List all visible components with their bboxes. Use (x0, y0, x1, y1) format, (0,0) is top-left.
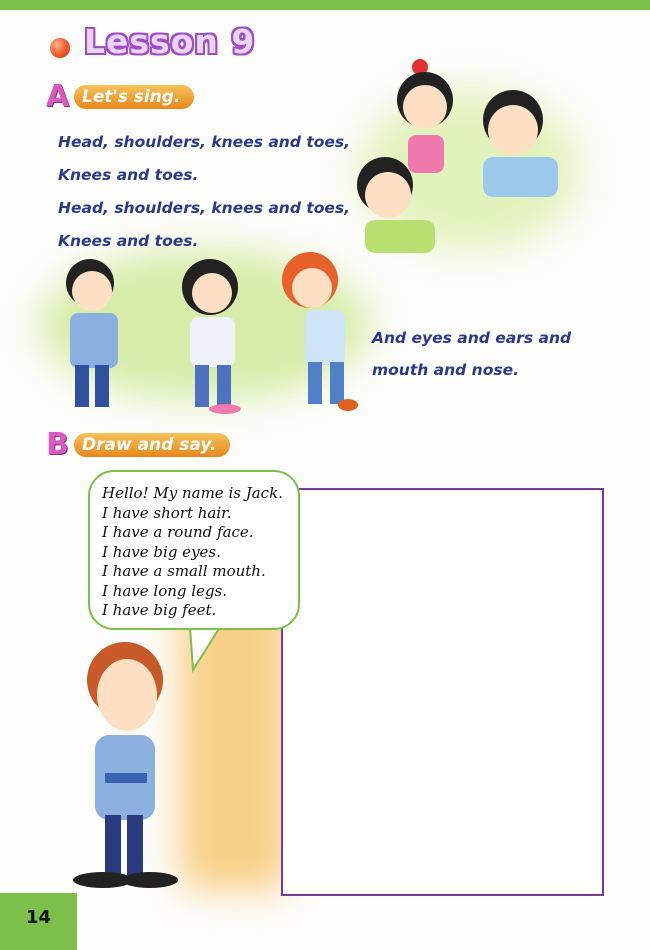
section-b-header (46, 430, 266, 460)
boy-illustration (270, 250, 370, 415)
section-label: Let's sing. (74, 85, 194, 109)
lyric-line: Head, shoulders, knees and toes, (58, 133, 351, 151)
speech-bubble (88, 470, 300, 630)
lyric-line: Knees and toes. (58, 166, 199, 184)
speech-line: I have big eyes. (102, 542, 221, 561)
girl-illustration (165, 255, 265, 415)
boy-illustration (468, 85, 568, 200)
section-letter: B (46, 430, 69, 460)
speech-bubble-tail (185, 625, 225, 675)
lesson-title: Lesson 9 (84, 22, 256, 61)
speech-line: I have short hair. (102, 503, 232, 522)
jack-illustration (65, 635, 185, 895)
lyric-line: Knees and toes. (58, 232, 199, 250)
lyric-line: Head, shoulders, knees and toes, (58, 199, 351, 217)
speech-line: I have big feet. (102, 601, 217, 619)
section-a-header (46, 82, 266, 112)
top-band (0, 0, 650, 10)
section-letter: A (46, 82, 70, 112)
speech-line: I have a round face. (102, 523, 254, 541)
speech-line: I have a small mouth. (102, 562, 266, 580)
drawing-box[interactable] (281, 488, 604, 896)
lyric-line: And eyes and ears and (372, 329, 572, 347)
speech-line: I have long legs. (102, 581, 228, 600)
speech-line: Hello! My name is Jack. (102, 484, 283, 502)
boy-illustration (40, 255, 150, 415)
bullet-ball-icon (50, 38, 70, 58)
section-label: Draw and say. (74, 433, 230, 457)
lyric-line: mouth and nose. (372, 361, 519, 379)
boy-illustration (350, 150, 440, 255)
page-number: 14 (0, 893, 77, 950)
